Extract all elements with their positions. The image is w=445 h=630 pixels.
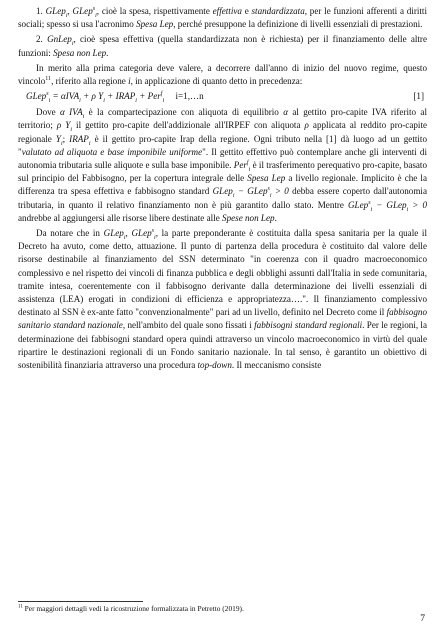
page-number: 7 (420, 613, 425, 624)
math-glep: GLep$_i$, GLep$^s_i$ (45, 5, 97, 19)
paragraph-vincolo: In merito alla prima categoria deve valere, a decorrere dall'anno di inizio del nuovo regime, questo vincolo$^{11}$, riferito alla regione i, in applicazione di quanto detto in precedenza: (18, 62, 427, 87)
footnote: $^{11}$ Per maggiori dettagli vedi la ricostruzione formalizzata in Petretto (2019). (18, 604, 244, 613)
equation-body: GLep$^s_i$ = αIVA$_i$ + ρ $Y_i$ + $IRAP_i + Per^f_i$ i=1,…n (26, 91, 204, 105)
equation-1 (18, 89, 427, 104)
math-glep-diff-reverse: GLep$^s_i$ − GLep$_i$ > 0 (347, 199, 427, 213)
list-item-glep: 1. GLep$_i$, GLep$^s_i$, cioè la spesa, rispettivamente effettiva e standardizzata, per le funzioni afferenti a diritti sociali; spesso si usa l'acronimo Spesa Lep, perché presuppone la definizione di livelli essenziali di prestazioni. (18, 5, 427, 30)
math-glep-diff: GLep$_i$ − GLep$^s_i$ > 0 (212, 186, 289, 200)
equation-number: [1] (413, 91, 424, 102)
footnote-divider (18, 601, 143, 602)
paragraph-dove: Dove α $IVA_i$ è la compartecipazione con aliquota di equilibrio α al gettito pro-capite IVA riferito al territorio; ρ $Y_i$ il gettito pro-capite dell'addizionale all'IRPEF con aliquota ρ applicata al reddito pro-capite regionale $Y_i$; $IRAP_i$ è il gettito pro-capite Irap della regione. Ogni tributo nella [1] dà luogo ad un gettito "valutato ad aliquota e base imponibile uniforme". Il gettito effettivo può contemplare anche gli interventi di autonomia tributaria sulle aliquote e sulla base imponibile. Per$^f_i$ è il trasferimento perequativo pro-capite, basato sul principio del Fabbisogno, per la copertura integrale delle Spesa Lep a livello regionale. Implicito è che la differenza tra spesa effettiva e fabbisogno standard GLep$_i$ − GLep$^s_i$ > 0 debba essere coperto dall'autonomia tributaria, in quanto il relativo finanziamento non è più garantito dallo stato. Mentre GLep$^s_i$ − GLep$_i$ > 0 andrebbe al aggiungersi alle risorse libere destinate alle Spese non Lep. (18, 107, 428, 223)
footnote-reference[interactable]: 11 (45, 75, 52, 82)
math-gnlep: GnLep$_i$ (47, 34, 74, 48)
list-item-gnlep: 2. GnLep$_i$, cioè spesa effettiva (quella standardizzata non è richiesta) per il finanziamento delle altre funzioni: Spesa non Lep. (18, 34, 427, 58)
paragraph-spesa-sanitaria: Da notare che in GLep$_i$, GLep$^s_i$, la parte preponderante è costituita dalla spesa sanitaria per la quale il Decreto ha avuto, come detto, attuazione. Il punto di partenza della procedura è costituito dal valore delle risorse destinabile al finanziamento del SSN determinato "in coerenza con il quadro macroeconomico complessivo e nel rispetto dei vincoli di finanza pubblica e degli obblighi assunti dall'Italia in sede comunitaria, tramite intesa, coerentemente con il fabbisogno derivante dalla determinazione dei livelli essenziali di assistenza (LEA) erogati in condizioni di efficienza e appropriatezza….". Il finanziamento complessivo destinato al SSN è ex-ante fatto "convenzionalmente" pari ad un livello, definito nel Decreto come il fabbisogno sanitario standard nazionale, nell'ambito del quale sono fissati i fabbisogni standard regionali. Per le regioni, la determinazione dei fabbisogni standard opera quindi attraverso un vincolo macroeconomico in virtù del quale ripartire le destinazioni regionali di un Fondo sanitario nazionale. In tal senso, è garantito un obiettivo di sostenibilità finanziaria attraverso una procedura top-down. Il meccanismo consiste (18, 228, 427, 371)
page-body (18, 5, 427, 372)
